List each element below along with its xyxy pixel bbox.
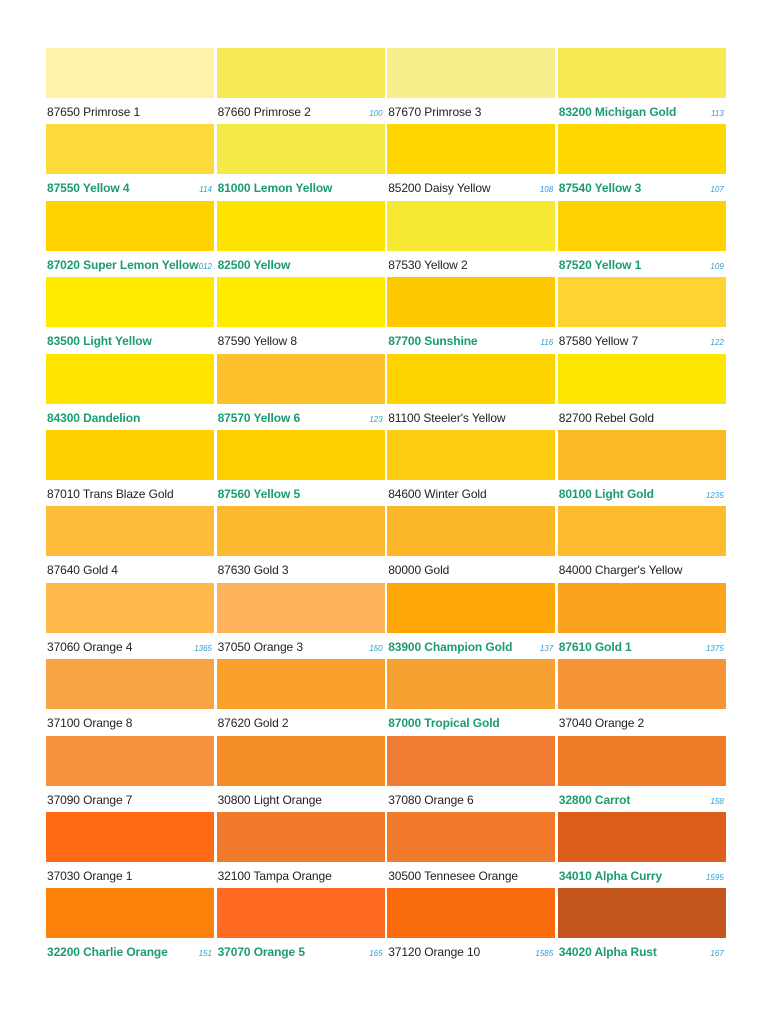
color-swatch-card [558,277,726,353]
color-swatch-card [387,659,555,735]
color-name: 87530 Yellow 2 [388,257,468,272]
color-name: 81000 Lemon Yellow [217,181,333,196]
color-name: 87000 Tropical Gold [388,716,500,731]
color-swatch [387,124,555,174]
color-swatch-card [558,354,726,430]
color-swatch [558,736,726,786]
color-swatch-card [217,888,385,964]
color-swatch [217,736,385,786]
color-code: 165 [369,949,383,959]
color-name: 80100 Light Gold [558,486,654,501]
color-swatch-card [217,812,385,888]
color-swatch [46,201,214,251]
color-swatch [217,354,385,404]
color-swatch [387,277,555,327]
color-swatch-card [387,124,555,200]
color-chart-grid [46,48,722,965]
color-swatch [46,506,214,556]
color-swatch [558,277,726,327]
color-swatch-card [217,277,385,353]
color-name: 32100 Tampa Orange [217,868,332,883]
color-name: 87670 Primrose 3 [388,105,482,119]
color-name: 87580 Yellow 7 [558,334,639,349]
color-swatch-card [217,48,385,124]
color-name: 85200 Daisy Yellow [388,181,491,196]
color-swatch-card [387,583,555,659]
color-code: 100 [369,109,383,118]
color-swatch [387,48,555,98]
color-swatch [217,430,385,480]
color-name: 83900 Champion Gold [388,639,513,654]
color-swatch [558,124,726,174]
color-swatch [46,124,214,174]
color-swatch [46,277,214,327]
color-swatch [46,659,214,709]
color-name: 87650 Primrose 1 [47,105,141,119]
color-name: 30500 Tennesee Orange [388,868,518,883]
color-swatch [558,659,726,709]
color-name: 30800 Light Orange [217,792,322,807]
color-swatch-card [46,354,214,430]
color-swatch [558,583,726,633]
color-name: 37060 Orange 4 [47,639,133,654]
color-swatch [558,430,726,480]
color-swatch-card [46,583,214,659]
color-code: 113 [711,109,724,118]
color-name: 87020 Super Lemon Yellow [47,257,199,272]
color-swatch-card [46,48,214,124]
color-name: 83500 Light Yellow [47,334,152,349]
color-name: 80000 Gold [388,563,450,578]
color-swatch-card [46,506,214,582]
color-swatch [558,201,726,251]
color-swatch-card [217,201,385,277]
color-swatch-card [558,583,726,659]
color-name: 87590 Yellow 8 [217,334,297,349]
color-name: 37040 Orange 2 [558,716,645,731]
color-name: 81100 Steeler's Yellow [388,410,506,425]
color-name: 32800 Carrot [558,792,631,807]
color-swatch [46,583,214,633]
color-swatch-card [558,201,726,277]
color-name: 87610 Gold 1 [558,639,632,654]
color-code: 116 [540,338,554,348]
color-code: 123 [369,414,383,424]
color-name: 87630 Gold 3 [217,563,289,578]
color-swatch-card [46,430,214,506]
color-swatch-card [46,277,214,353]
color-name: 87540 Yellow 3 [558,181,642,196]
color-swatch-card [387,506,555,582]
color-swatch-card [558,888,726,964]
color-code: 1375 [705,643,724,653]
color-swatch [558,48,726,98]
color-swatch [217,812,385,862]
color-name: 37080 Orange 6 [388,792,474,807]
color-name: 37100 Orange 8 [47,716,133,731]
color-name: 87660 Primrose 2 [217,105,311,119]
color-swatch-card [387,888,555,964]
color-code: 137 [539,643,554,653]
color-name: 84300 Dandelion [47,410,141,425]
color-code: 1365 [194,643,212,653]
color-name: 82700 Rebel Gold [558,410,654,425]
color-swatch [46,48,214,98]
color-swatch [217,124,385,174]
color-swatch-card [387,812,555,888]
color-name: 87640 Gold 4 [47,563,118,578]
color-name: 37070 Orange 5 [217,945,305,960]
color-swatch-card [558,812,726,888]
color-swatch [217,659,385,709]
color-swatch-card [46,659,214,735]
color-code: 158 [710,796,724,806]
color-name: 84000 Charger's Yellow [558,563,683,578]
color-name: 87010 Trans Blaze Gold [47,486,174,501]
color-code: 012 [198,261,212,271]
color-swatch-card [217,506,385,582]
color-name: 87550 Yellow 4 [47,181,130,196]
color-name: 83200 Michigan Gold [558,105,677,119]
color-swatch-card [217,583,385,659]
color-name: 34010 Alpha Curry [558,868,663,883]
color-swatch-card [217,354,385,430]
color-swatch [558,506,726,556]
color-swatch-card [558,124,726,200]
color-swatch [387,659,555,709]
color-swatch-card [387,354,555,430]
color-swatch-card [387,48,555,124]
color-swatch [46,888,214,938]
color-name: 84600 Winter Gold [388,486,487,501]
color-swatch-card [46,736,214,812]
color-swatch-card [387,736,555,812]
color-swatch [387,201,555,251]
color-code: 114 [199,185,212,195]
color-swatch [387,736,555,786]
color-name: 37030 Orange 1 [47,868,133,883]
color-code: 109 [710,261,724,271]
color-swatch [387,583,555,633]
color-swatch-card [46,201,214,277]
color-swatch [387,430,555,480]
color-code: 150 [369,643,383,653]
color-swatch [217,583,385,633]
color-swatch [46,354,214,404]
color-swatch [387,812,555,862]
color-swatch-card [46,888,214,964]
color-swatch [558,812,726,862]
color-name: 37050 Orange 3 [217,639,303,654]
color-swatch-card [217,659,385,735]
color-name: 87620 Gold 2 [217,716,289,731]
color-swatch [46,430,214,480]
color-name: 87520 Yellow 1 [558,257,642,272]
color-swatch [46,736,214,786]
color-swatch [217,506,385,556]
color-swatch [217,277,385,327]
color-swatch-card [387,201,555,277]
color-swatch [217,48,385,98]
color-code: 167 [710,949,724,959]
color-name: 34020 Alpha Rust [558,945,657,960]
color-swatch [558,888,726,938]
color-swatch-card [558,506,726,582]
color-swatch [558,354,726,404]
color-name: 87570 Yellow 6 [217,410,301,425]
color-swatch-card [558,430,726,506]
color-swatch-card [217,430,385,506]
color-name: 37120 Orange 10 [388,945,481,960]
color-swatch [387,506,555,556]
color-code: 122 [710,338,724,348]
color-swatch [46,812,214,862]
color-swatch-card [217,124,385,200]
color-swatch-card [558,736,726,812]
color-name: 32200 Charlie Orange [47,945,168,960]
color-code: 151 [198,949,212,959]
color-swatch [387,354,555,404]
color-swatch-card [558,48,726,124]
color-swatch-card [387,430,555,506]
color-name: 37090 Orange 7 [47,792,133,807]
color-swatch-card [46,124,214,200]
color-swatch-card [387,277,555,353]
color-name: 82500 Yellow [217,257,291,272]
color-swatch [387,888,555,938]
color-code: 107 [710,185,724,195]
color-code: 108 [539,185,554,195]
color-name: 87560 Yellow 5 [217,486,301,501]
color-code: 1595 [705,872,724,882]
color-code: 1235 [705,490,724,500]
color-code: 1585 [535,949,554,959]
color-swatch-card [558,659,726,735]
color-swatch [217,888,385,938]
color-swatch-card [46,812,214,888]
color-swatch-card [217,736,385,812]
color-swatch [217,201,385,251]
color-name: 87700 Sunshine [388,334,478,349]
